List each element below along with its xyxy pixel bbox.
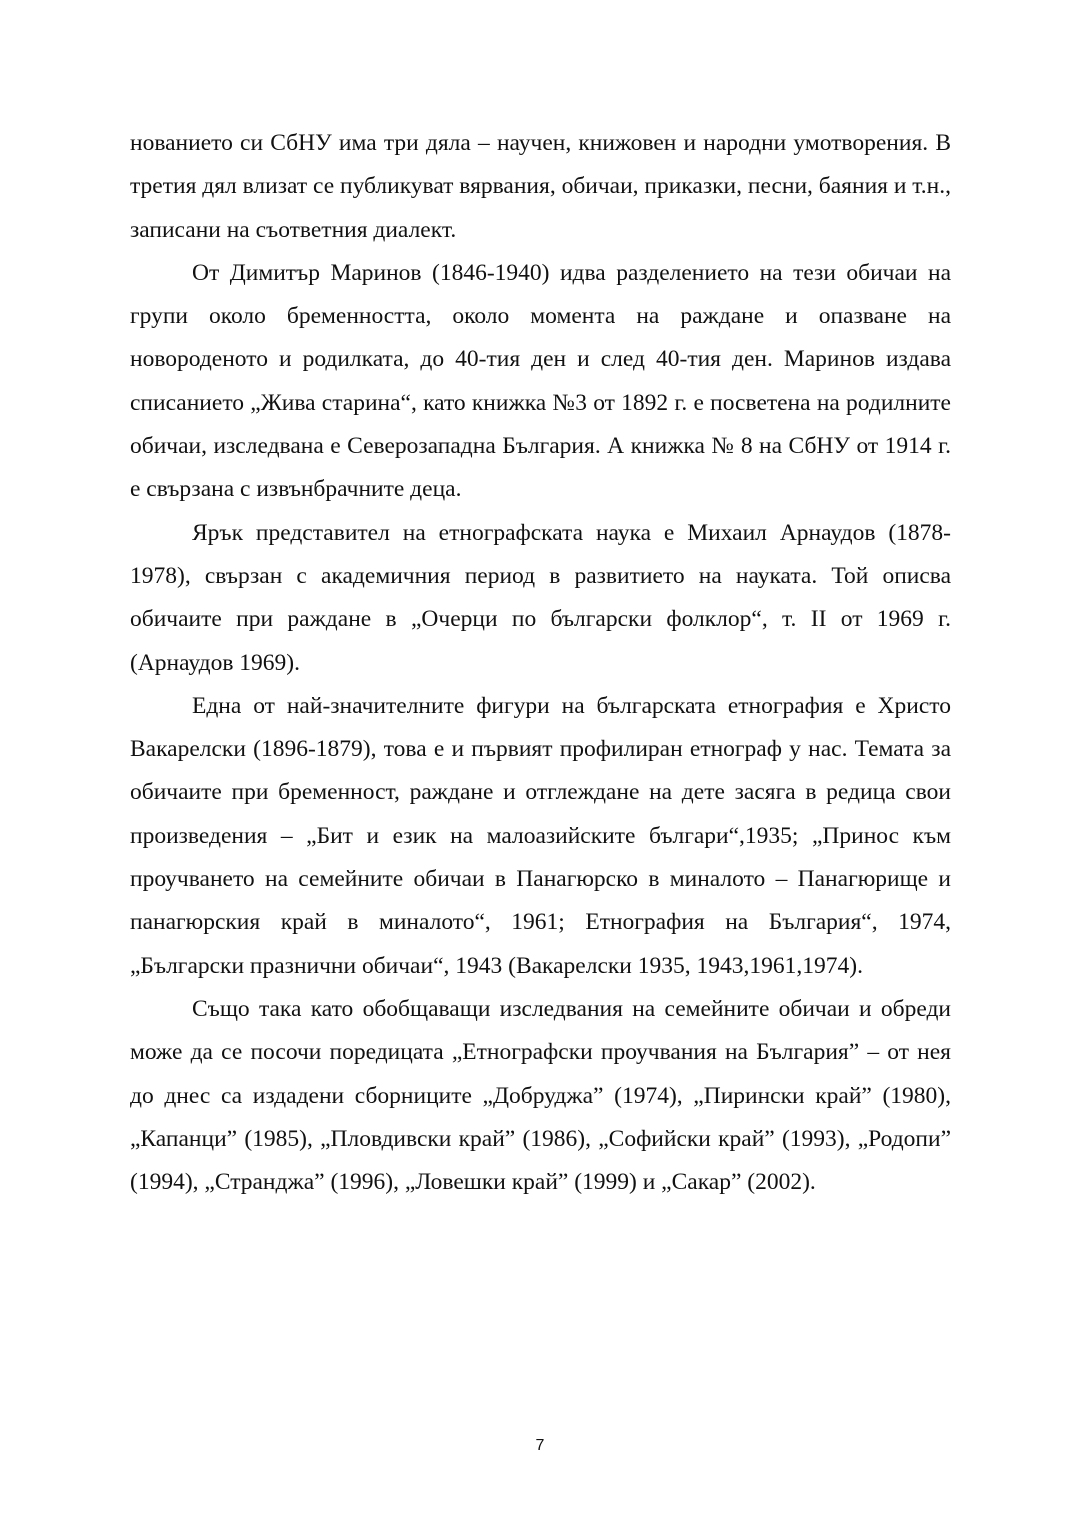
paragraph-vakarelski: Една от най-значителните фигури на българската етнография е Христо Вакарелски (1896-1879), това е и първият профилиран етнограф у нас. Темата за обичаите при бременност, раждане и отглеждане на дете засяга в редица свои произведения – „Бит и език на малоазийските българи“,1935; „Принос към проучването на семейните обичаи в Панагюрско в миналото – Панагюрище и панагюрския край в миналото“, 1961; Етнография на България“, 1974, „Български празнични обичаи“, 1943 (Вакарелски 1935, 1943,1961,1974). (130, 692, 951, 979)
paragraph-marinov: От Димитър Маринов (1846-1940) идва разделението на тези обичаи на групи около бременността, около момента на раждане и опазване на новороденото и родилката, до 40-тия ден и след 40-тия ден. Маринов издава списанието „Жива старина“, като книжка №3 от 1892 г. е посветена на родилните обичаи, изследвана е Северозападна България. А книжка № 8 на СбНУ от 1914 г. е свързана с извънбрачните деца. (130, 259, 951, 503)
paragraph-arnaudov: Ярък представител на етнографската наука е Михаил Арнаудов (1878-1978), свързан с академичния период в развитието на науката. Той описва обичаите при раждане в „Очерци по български фолклор“, т. II от 1969 г. (Арнаудов 1969). (130, 519, 951, 676)
paragraph-continuation: нованието си СбНУ има три дяла – научен, книжовен и народни умотворения. В третия дял влизат се публикуват вярвания, обичаи, приказки, песни, баяния и т.н., записани на съответния диалект. (130, 130, 951, 243)
page-number: 7 (535, 1437, 545, 1454)
paragraph-ethnographic-studies: Също така като обобщаващи изследвания на семейните обичаи и обреди може да се посочи поредицата „Етнографски проучвания на България” – от нея до днес са издадени сборниците „Добруджа” (1974), „Пирински край” (1980), „Капанци” (1985), „Пловдивски край” (1986), „Софийски край” (1993), „Родопи” (1994), „Странджа” (1996), „Ловешки край” (1999) и „Сакар” (2002). (130, 995, 951, 1196)
body-text (130, 122, 951, 1204)
